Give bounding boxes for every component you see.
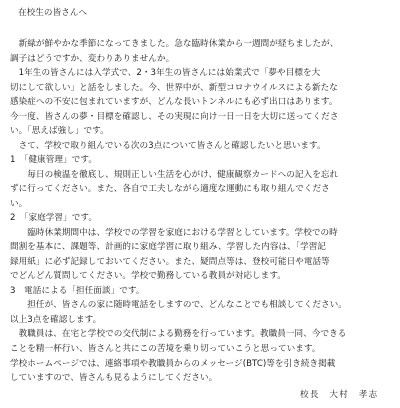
body-line: 学校ホームページでは、連絡事項や教職員からのメッセージ(BTC)等を引き続き掲載 <box>10 358 336 369</box>
body-line: 調子はどうですか、変わりありませんか。 <box>10 53 175 64</box>
body-line: さて、学校で取り組んでいる次の3点について皆さんと確認したいと思います。 <box>10 140 326 151</box>
body-line: ずに行ってください。また、各自で工夫しながら適度な運動にも取り組んでくださ <box>10 184 330 195</box>
body-line: 新緑が鮮やかな季節になってきました。急な臨時休業から一週間が経ちましたが、 <box>10 39 339 49</box>
body-line: 3 電話による「担任面談」です。 <box>10 285 145 296</box>
body-line: 1 「健康管理」です。 <box>10 155 97 166</box>
body-line: 毎日の検温を徹底し、規則正しい生活を心がけ、健康観察カードへの記入を忘れ <box>10 169 339 180</box>
body-line: でどんどん質問してください。学校で勤務している教員が対応します。 <box>10 271 286 282</box>
body-line: 録用紙」に必ず記録しておいてください。また、疑問点等は、登校可能日や電話等 <box>10 256 330 267</box>
body-line: 臨時休業期間中は、学校での学習を家庭における学習としています。学校での時 <box>10 227 338 238</box>
body-line: 間割を基本に、課題等、計画的に家庭学習に取り組み、学習した内容は、「学習記 <box>10 242 327 253</box>
body-line: ことを精一杯行い、皆さんと共にこの苦境を乗り切っていこうと思っています。 <box>10 344 321 354</box>
body-line: 担任が、皆さんの家に随時電話をしますので、どんなことでも相談してください。 <box>10 300 347 311</box>
body-line: していますので、皆さんも見るようにしてください。 <box>10 373 218 383</box>
signature: 校長 大村 孝志 <box>300 390 379 400</box>
body-line: い。「思えば強し」です。 <box>10 126 109 137</box>
body-line: 切にして欲しい」と話をしました。今、世界中が、新型コロナウイルスによる新たな <box>10 82 338 93</box>
body-line: 1年生の皆さんには入学式で、2・3年生の皆さんには始業式で「夢や目標を大 <box>10 68 321 78</box>
body-line: 以上3点を確認します。 <box>10 314 102 325</box>
body-line: 感染症への不安に包まれていますが、どんな長いトンネルにも必ず出口はあります。 <box>10 97 338 108</box>
body-line: 2 「家庭学習」です。 <box>10 213 97 224</box>
body-line: 教職員は、在宅と学校での交代制による勤務を行っています。教職員一同、今できる <box>10 329 347 340</box>
body-line: 今一度、皆さんの夢・目標を確認し、その実現に向け一日一日を大切に送ってくださ <box>10 111 339 122</box>
body-line: い。 <box>10 198 28 209</box>
salutation: 在校生の皆さんへ <box>18 8 87 18</box>
